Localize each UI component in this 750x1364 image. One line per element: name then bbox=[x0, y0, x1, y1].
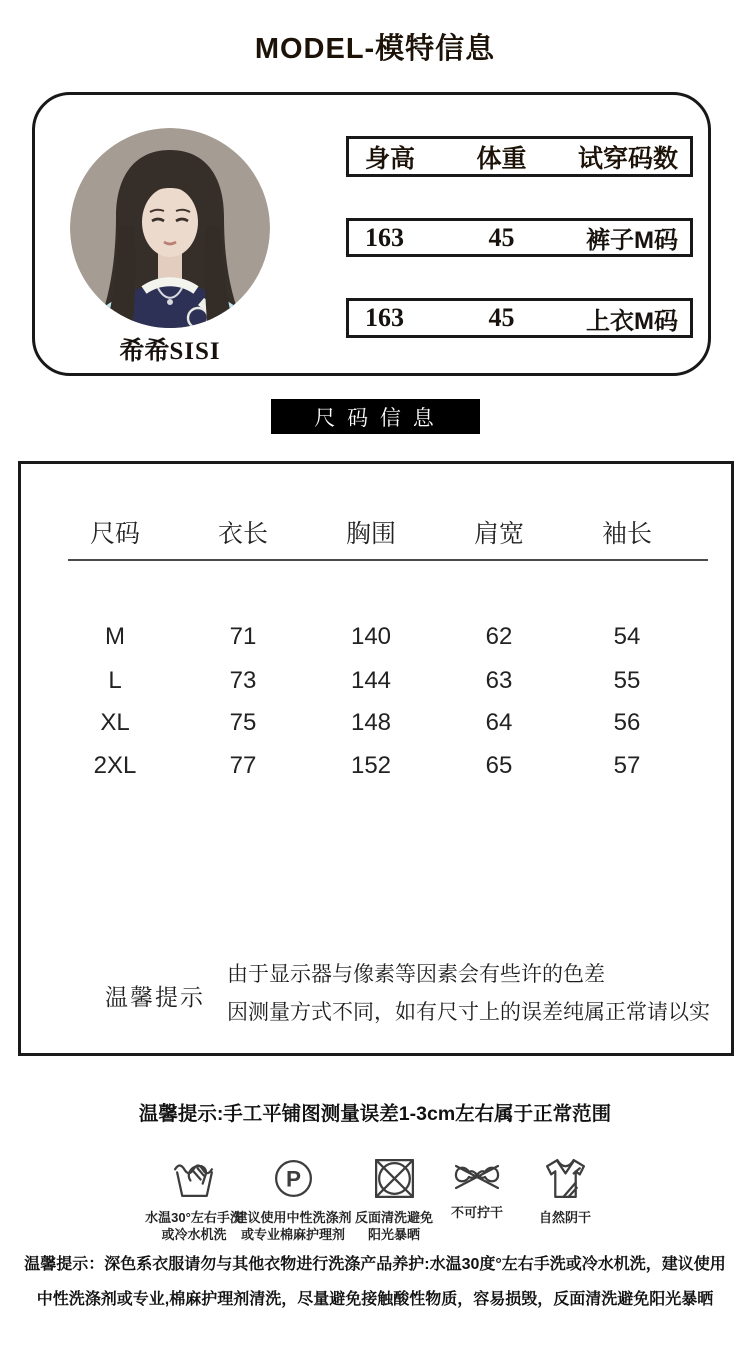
model-table-row bbox=[346, 218, 693, 257]
size-table-row bbox=[51, 667, 691, 695]
size-cell: 77 bbox=[229, 752, 257, 779]
model-weight-value: 45 bbox=[488, 303, 515, 332]
drip-dry-icon bbox=[542, 1155, 589, 1202]
care-label-line: 反面清洗避免 bbox=[354, 1210, 433, 1225]
model-size-value: 裤子M码 bbox=[586, 227, 678, 254]
model-name-en: SISI bbox=[169, 338, 221, 365]
size-cell: 2XL bbox=[93, 752, 137, 779]
care-label-line: 建议使用中性洗涤剂 bbox=[234, 1210, 352, 1225]
care-label-line: 或冷水机洗 bbox=[161, 1227, 227, 1242]
neutral-detergent-icon bbox=[270, 1155, 317, 1202]
size-info-banner bbox=[271, 399, 480, 434]
model-height-value: 163 bbox=[365, 222, 404, 252]
svg-text:P: P bbox=[285, 1166, 301, 1192]
size-cell: 152 bbox=[350, 752, 392, 779]
size-cell: XL bbox=[100, 709, 130, 736]
care-footer-line: 中性洗涤剂或专业,棉麻护理剂清洗，尽量避免接触酸性物质，容易损毁，反面清洗避免阳光暴晒 bbox=[36, 1291, 714, 1308]
size-cell: M bbox=[105, 623, 125, 650]
model-header-size: 试穿码数 bbox=[577, 144, 678, 173]
model-name bbox=[70, 331, 270, 367]
care-footer-line: 温馨提示：深色系衣服请勿与其他衣物进行洗涤产品养护:水温30度°左右手洗或冷水机洗，建议使用 bbox=[24, 1256, 726, 1273]
care-footer bbox=[0, 1247, 750, 1317]
model-photo-illustration bbox=[70, 128, 270, 328]
model-header-height: 身高 bbox=[365, 144, 416, 173]
size-table-row bbox=[51, 709, 691, 737]
care-item-drip-dry bbox=[485, 1155, 645, 1226]
size-col-bust: 胸围 bbox=[345, 520, 396, 548]
tips-line: 由于显示器与像素等因素会有些许的色差 bbox=[227, 963, 605, 986]
tips-line: 因测量方式不同，如有尺寸上的误差纯属正常请以实 bbox=[227, 1001, 710, 1024]
size-table-row bbox=[51, 752, 691, 780]
care-label-line: 或专业棉麻护理剂 bbox=[240, 1227, 345, 1242]
size-cell: 148 bbox=[350, 709, 392, 736]
tips-text bbox=[227, 956, 710, 1032]
size-cell: 56 bbox=[613, 709, 641, 736]
size-cell: 75 bbox=[229, 709, 257, 736]
care-label-line: 不可拧干 bbox=[450, 1205, 503, 1220]
size-cell: 65 bbox=[485, 752, 513, 779]
model-table-header bbox=[346, 136, 693, 177]
size-col-shoulder: 肩宽 bbox=[473, 520, 524, 548]
size-cell: 71 bbox=[229, 623, 257, 650]
size-cell: 54 bbox=[613, 623, 641, 650]
size-chart-card bbox=[18, 461, 734, 1056]
tips-label: 温馨提示 bbox=[105, 984, 205, 1010]
header-divider bbox=[68, 559, 708, 561]
hand-wash-icon bbox=[171, 1155, 218, 1202]
care-label bbox=[485, 1209, 645, 1226]
measure-tolerance-tip: 温馨提示:手工平铺图测量误差1-3cm左右属于正常范围 bbox=[138, 1103, 612, 1125]
model-header-weight: 体重 bbox=[476, 144, 527, 173]
model-table-row bbox=[346, 298, 693, 338]
model-photo bbox=[70, 128, 270, 328]
size-cell: 140 bbox=[350, 623, 392, 650]
size-table-row bbox=[51, 623, 691, 651]
page-title: MODEL-模特信息 bbox=[254, 33, 496, 65]
size-cell: 55 bbox=[613, 667, 641, 694]
size-cell: 64 bbox=[485, 709, 513, 736]
model-name-cn: 希希 bbox=[119, 337, 170, 365]
model-info-card bbox=[32, 92, 711, 376]
size-cell: 62 bbox=[485, 623, 513, 650]
size-info-banner-label: 尺 码 信 息 bbox=[314, 406, 437, 430]
size-cell: 73 bbox=[229, 667, 257, 694]
model-weight-value: 45 bbox=[488, 222, 515, 252]
size-cell: 57 bbox=[613, 752, 641, 779]
size-cell: 63 bbox=[485, 667, 513, 694]
size-col-length: 衣长 bbox=[217, 520, 268, 548]
care-label-line: 自然阴干 bbox=[538, 1210, 591, 1225]
size-cell: L bbox=[108, 667, 122, 694]
size-col-size: 尺码 bbox=[89, 520, 140, 548]
care-label-line: 水温30°左右手洗 bbox=[145, 1210, 243, 1225]
model-height-value: 163 bbox=[365, 303, 404, 332]
size-cell: 144 bbox=[350, 667, 392, 694]
size-table-header bbox=[51, 514, 691, 550]
size-col-sleeve: 袖长 bbox=[601, 520, 652, 548]
care-label-line: 阳光暴晒 bbox=[367, 1227, 420, 1242]
model-size-value: 上衣M码 bbox=[586, 307, 678, 335]
